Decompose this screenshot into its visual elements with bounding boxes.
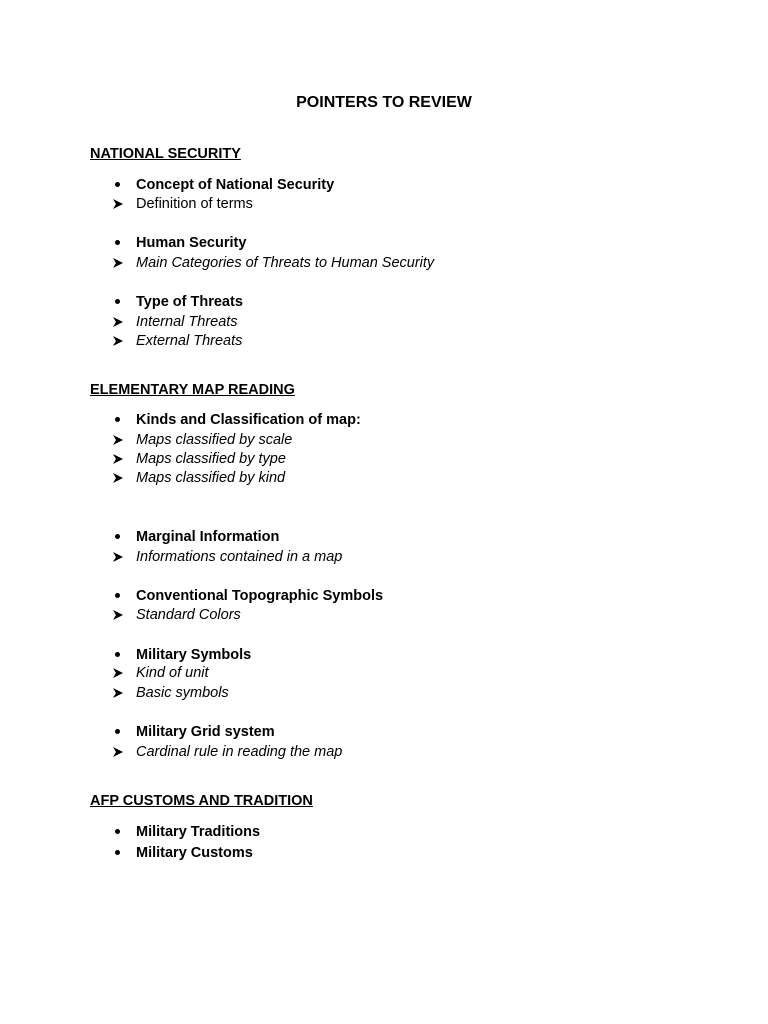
sub-item: [136, 664, 209, 682]
sub-item-text: Kind of unit: [136, 665, 209, 681]
bullet-text: Military Traditions: [136, 824, 261, 840]
arrow-bullet-icon: [112, 551, 124, 563]
bullet-item: [136, 587, 383, 605]
bullet-icon: [115, 593, 120, 598]
sub-item-text: External Threats: [136, 333, 243, 349]
arrow-bullet-icon: [112, 434, 124, 446]
bullet-text: Concept of National Security: [136, 177, 335, 193]
sub-item: [136, 450, 286, 468]
section-heading-elementary-map-reading: ELEMENTARY MAP READING: [90, 382, 295, 398]
arrow-bullet-icon: [112, 257, 124, 269]
sub-item-text: Definition of terms: [136, 196, 253, 212]
sub-item-text: Standard Colors: [136, 607, 241, 623]
sub-item-text: Maps classified by scale: [136, 432, 293, 448]
bullet-item: [136, 844, 253, 862]
sub-item: [136, 743, 342, 761]
page-title: POINTERS TO REVIEW: [296, 94, 472, 111]
bullet-icon: [115, 850, 120, 855]
sub-item: [136, 548, 342, 566]
sub-item-text: Maps classified by type: [136, 451, 286, 467]
arrow-bullet-icon: [112, 667, 124, 679]
sub-item-text: Cardinal rule in reading the map: [136, 744, 343, 760]
bullet-item: [136, 176, 334, 194]
arrow-bullet-icon: [112, 687, 124, 699]
bullet-text: Marginal Information: [136, 529, 280, 545]
bullet-icon: [115, 729, 120, 734]
bullet-text: Conventional Topographic Symbols: [136, 588, 384, 604]
arrow-bullet-icon: [112, 198, 124, 210]
sub-item: [136, 332, 242, 350]
bullet-item: [136, 234, 246, 252]
bullet-item: [136, 723, 275, 741]
bullet-icon: [115, 829, 120, 834]
bullet-text: Military Grid system: [136, 724, 275, 740]
sub-item: [136, 313, 238, 331]
arrow-bullet-icon: [112, 746, 124, 758]
sub-item-text: Main Categories of Threats to Human Security: [136, 255, 435, 271]
sub-item: [136, 606, 241, 624]
sub-item-text: Basic symbols: [136, 685, 229, 701]
sub-item: [136, 254, 434, 272]
sub-item: [136, 431, 292, 449]
bullet-item: [136, 293, 243, 311]
section-heading-afp-customs-and-tradition: AFP CUSTOMS AND TRADITION: [90, 793, 313, 809]
sub-item-text: Informations contained in a map: [136, 549, 343, 565]
bullet-text: Kinds and Classification of map:: [136, 412, 361, 428]
bullet-item: [136, 646, 251, 664]
bullet-item: [136, 411, 361, 429]
bullet-icon: [115, 652, 120, 657]
bullet-text: Military Symbols: [136, 647, 252, 663]
bullet-text: Human Security: [136, 235, 247, 251]
bullet-text: Type of Threats: [136, 294, 243, 310]
sub-item: [136, 195, 253, 213]
arrow-bullet-icon: [112, 316, 124, 328]
bullet-icon: [115, 417, 120, 422]
arrow-bullet-icon: [112, 335, 124, 347]
sub-item: [136, 469, 285, 487]
arrow-bullet-icon: [112, 609, 124, 621]
bullet-text: Military Customs: [136, 845, 253, 861]
bullet-icon: [115, 299, 120, 304]
bullet-item: [136, 823, 260, 841]
bullet-icon: [115, 182, 120, 187]
bullet-icon: [115, 534, 120, 539]
sub-item-text: Internal Threats: [136, 314, 238, 330]
section-heading-national-security: NATIONAL SECURITY: [90, 146, 241, 162]
sub-item: [136, 684, 229, 702]
bullet-icon: [115, 240, 120, 245]
bullet-item: [136, 528, 279, 546]
arrow-bullet-icon: [112, 453, 124, 465]
arrow-bullet-icon: [112, 472, 124, 484]
sub-item-text: Maps classified by kind: [136, 470, 286, 486]
